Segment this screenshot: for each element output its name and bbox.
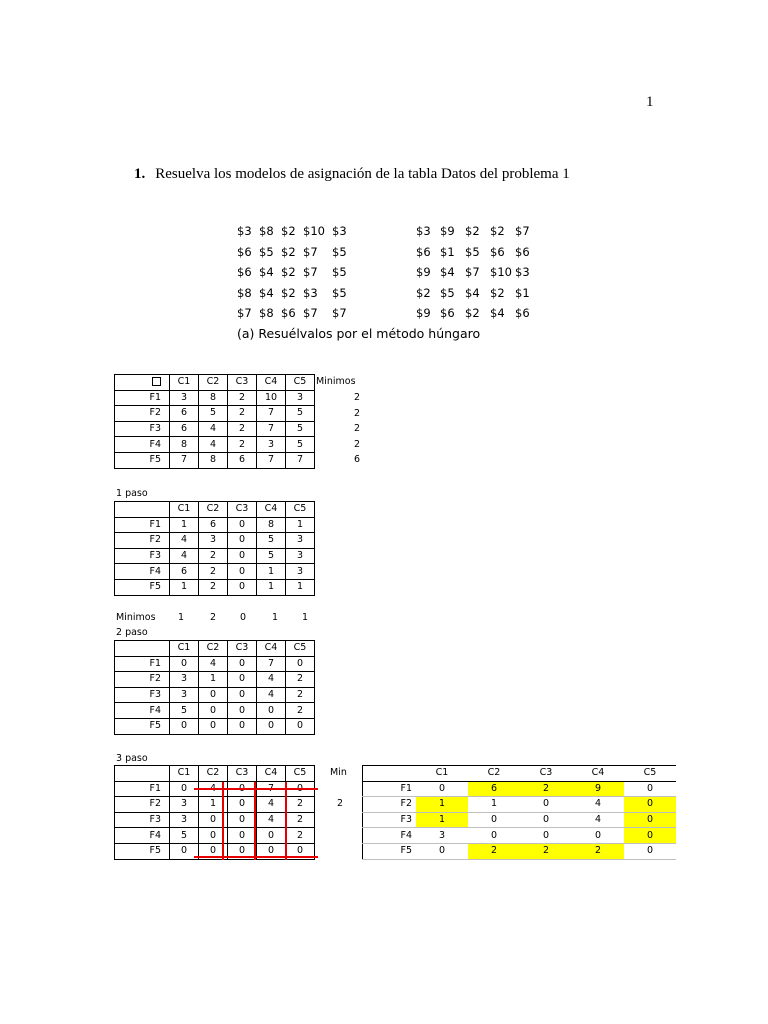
matrix-a-cell: $7	[303, 244, 318, 259]
matrix-a-cell: $2	[281, 265, 296, 279]
matrix-b-cell: $6	[490, 244, 505, 259]
matrix-b-cell: $6	[515, 306, 530, 320]
row-minimum: 2	[353, 407, 360, 419]
matrix-b-cell: $3	[515, 265, 530, 279]
paso1-header-cell: C4	[257, 502, 286, 518]
paso2-row	[115, 672, 315, 688]
paso1-cell: 1	[286, 517, 315, 533]
paso1-header-cell: C1	[170, 502, 199, 518]
paso3-cell: 4	[257, 812, 286, 828]
result-header-cell: C4	[572, 766, 624, 782]
paso2-cell: 2	[286, 687, 315, 703]
paso3-header-cell: C5	[286, 766, 315, 782]
result-row	[363, 797, 677, 813]
paso3-cell: 0	[257, 843, 286, 859]
paso3-row-label: F5	[115, 843, 170, 859]
original-cost-table	[114, 374, 315, 469]
header-corner	[115, 766, 170, 782]
paso2-cell: 0	[257, 718, 286, 734]
paso2-row	[115, 718, 315, 734]
matrix-a-row	[237, 221, 352, 242]
result-header-cell: C5	[624, 766, 676, 782]
paso1-cell: 5	[257, 548, 286, 564]
result-row	[363, 843, 677, 859]
paso3-header-cell: C2	[199, 766, 228, 782]
original-row-label: F5	[115, 452, 170, 468]
result-cell: 0	[520, 828, 572, 844]
header-corner	[115, 502, 170, 518]
paso1-header-cell: C3	[228, 502, 257, 518]
paso2-cell: 4	[199, 656, 228, 672]
paso2-header-cell: C5	[286, 641, 315, 657]
matrix-b-cell: $6	[515, 244, 530, 259]
paso1-row	[115, 564, 315, 580]
result-cell-highlighted: 1	[416, 812, 468, 828]
paso1-cell: 1	[170, 579, 199, 595]
original-cell: 7	[257, 406, 286, 422]
paso3-cell: 0	[199, 843, 228, 859]
result-cell: 4	[572, 812, 624, 828]
paso1-cell: 0	[228, 548, 257, 564]
original-cell: 10	[257, 390, 286, 406]
paso2-cell: 2	[286, 672, 315, 688]
paso3-header-cell: C3	[228, 766, 257, 782]
result-cell: 3	[416, 828, 468, 844]
original-cell: 5	[286, 437, 315, 453]
paso3-cell: 3	[170, 812, 199, 828]
original-cell: 7	[257, 452, 286, 468]
original-row	[115, 452, 315, 468]
result-table	[362, 765, 676, 860]
original-cell: 8	[199, 452, 228, 468]
result-row-label: F1	[363, 781, 417, 797]
original-header-cell: C2	[199, 375, 228, 391]
matrix-b-cell: $6	[416, 244, 431, 259]
paso2-row	[115, 703, 315, 719]
paso2-row-label: F4	[115, 703, 170, 719]
paso1-cell: 0	[228, 533, 257, 549]
paso1-cell: 0	[228, 517, 257, 533]
cover-line-row-f1	[194, 788, 318, 790]
problem-number: 1.	[134, 166, 146, 182]
column-minimum: 0	[240, 612, 247, 623]
cost-matrix-a	[237, 221, 352, 324]
paso3-header-cell: C4	[257, 766, 286, 782]
original-row-label: F1	[115, 390, 170, 406]
result-cell: 0	[572, 828, 624, 844]
result-header-cell: C3	[520, 766, 572, 782]
matrix-b-cell: $2	[465, 224, 480, 238]
column-minimum: 2	[210, 612, 217, 623]
matrix-b-cell: $1	[440, 244, 455, 259]
matrix-a-row	[237, 303, 352, 324]
paso2-cell: 0	[199, 687, 228, 703]
result-cell-highlighted: 0	[624, 828, 676, 844]
matrix-a-row	[237, 242, 352, 263]
column-minimum: 1	[178, 612, 185, 623]
paso1-cell: 3	[286, 533, 315, 549]
paso3-cell: 1	[199, 797, 228, 813]
result-row	[363, 812, 677, 828]
matrix-b-cell: $7	[465, 265, 480, 279]
result-cell: 0	[468, 812, 520, 828]
column-minimum: 1	[272, 612, 279, 623]
result-row	[363, 781, 677, 797]
paso1-min-label: Minimos	[116, 612, 156, 623]
problem-text: Resuelva los modelos de asignación de la tabla Datos del problema 1	[155, 166, 570, 182]
original-cell: 4	[199, 437, 228, 453]
original-header-cell: C4	[257, 375, 286, 391]
paso2-table	[114, 640, 315, 735]
result-cell: 0	[624, 843, 676, 859]
paso1-row-label: F1	[115, 517, 170, 533]
result-cell-highlighted: 6	[468, 781, 520, 797]
matrix-a-cell: $8	[259, 306, 274, 320]
matrix-b-cell: $5	[465, 244, 480, 259]
paso3-cell: 2	[286, 812, 315, 828]
matrix-b-cell: $3	[416, 224, 431, 238]
result-header-cell: C1	[416, 766, 468, 782]
matrix-b-cell: $4	[440, 265, 455, 279]
paso2-row-label: F5	[115, 718, 170, 734]
paso2-cell: 0	[286, 718, 315, 734]
paso1-cell: 2	[199, 548, 228, 564]
paso2-cell: 3	[170, 672, 199, 688]
matrix-a-cell: $3	[332, 224, 347, 238]
paso1-cell: 6	[170, 564, 199, 580]
column-minimum: 1	[302, 612, 309, 623]
paso2-cell: 0	[286, 656, 315, 672]
original-cell: 7	[170, 452, 199, 468]
paso1-row-label: F2	[115, 533, 170, 549]
result-header-cell: C2	[468, 766, 520, 782]
result-cell: 0	[468, 828, 520, 844]
matrix-a-cell: $2	[281, 224, 296, 238]
paso2-cell: 0	[228, 687, 257, 703]
paso3-cell: 5	[170, 828, 199, 844]
matrix-b-row	[416, 283, 535, 304]
paso2-cell: 4	[257, 687, 286, 703]
original-cell: 6	[170, 406, 199, 422]
original-row	[115, 406, 315, 422]
matrix-a-cell: $2	[281, 244, 296, 259]
paso3-row-label: F1	[115, 781, 170, 797]
result-cell-highlighted: 0	[624, 812, 676, 828]
result-cell: 0	[416, 843, 468, 859]
paso1-row	[115, 517, 315, 533]
paso1-row	[115, 548, 315, 564]
result-cell: 0	[520, 797, 572, 813]
page-number: 1	[646, 94, 654, 110]
matrix-a-cell: $6	[281, 306, 296, 320]
matrix-a-cell: $5	[332, 285, 347, 300]
matrix-b-cell: $9	[440, 224, 455, 238]
original-row	[115, 421, 315, 437]
matrix-b-cell: $10	[490, 265, 512, 279]
matrix-a-cell: $8	[237, 285, 252, 300]
paso1-cell: 3	[286, 548, 315, 564]
paso2-title: 2 paso	[116, 627, 148, 638]
original-cell: 5	[286, 421, 315, 437]
row-minimum: 2	[353, 438, 360, 450]
paso3-row-label: F4	[115, 828, 170, 844]
paso2-cell: 0	[228, 656, 257, 672]
problem-statement	[134, 166, 570, 183]
matrix-a-cell: $5	[259, 244, 274, 259]
paso1-row	[115, 533, 315, 549]
original-cell: 6	[228, 452, 257, 468]
matrix-a-row	[237, 262, 352, 283]
paso1-header-cell: C5	[286, 502, 315, 518]
result-row-label: F3	[363, 812, 417, 828]
paso2-cell: 4	[257, 672, 286, 688]
matrix-b-row	[416, 262, 535, 283]
row-minimum: 6	[353, 454, 360, 466]
paso3-cell: 0	[199, 828, 228, 844]
original-cell: 2	[228, 390, 257, 406]
row-minimum: 2	[353, 392, 360, 403]
result-cell-highlighted: 1	[416, 797, 468, 813]
paso1-cell: 3	[199, 533, 228, 549]
cover-line-col-c3	[254, 782, 256, 860]
matrix-b-cell: $5	[440, 285, 455, 300]
matrix-b-row	[416, 242, 535, 263]
result-row	[363, 828, 677, 844]
paso1-cell: 0	[228, 564, 257, 580]
paso1-title: 1 paso	[116, 488, 148, 499]
paso1-cell: 2	[199, 579, 228, 595]
result-cell-highlighted: 9	[572, 781, 624, 797]
paso1-row	[115, 579, 315, 595]
paso1-row-label: F5	[115, 579, 170, 595]
paso3-cell: 0	[199, 812, 228, 828]
paso2-header-cell: C2	[199, 641, 228, 657]
paso2-header-cell: C1	[170, 641, 199, 657]
matrix-b-cell: $2	[490, 224, 505, 238]
paso3-cell: 3	[170, 797, 199, 813]
result-cell-highlighted: 2	[572, 843, 624, 859]
paso2-cell: 0	[199, 703, 228, 719]
paso2-cell: 0	[170, 656, 199, 672]
matrix-a-cell: $3	[237, 224, 252, 238]
matrix-b-row	[416, 221, 535, 242]
matrix-b-cell: $4	[490, 306, 505, 320]
result-cell: 1	[468, 797, 520, 813]
paso2-cell: 0	[170, 718, 199, 734]
paso2-cell: 3	[170, 687, 199, 703]
matrix-a-row	[237, 283, 352, 304]
cover-line-col-c4	[285, 782, 287, 860]
paso2-cell: 0	[199, 718, 228, 734]
paso1-cell: 4	[170, 533, 199, 549]
matrix-a-cell: $5	[332, 244, 347, 259]
original-cell: 3	[286, 390, 315, 406]
paso1-cell: 1	[286, 579, 315, 595]
paso3-cell: 0	[228, 797, 257, 813]
matrix-a-cell: $7	[332, 306, 347, 320]
result-cell: 4	[572, 797, 624, 813]
paso2-cell: 0	[257, 703, 286, 719]
original-row	[115, 390, 315, 406]
matrix-a-cell: $5	[332, 265, 347, 279]
min-column-label: Minimos	[316, 376, 356, 387]
matrix-a-cell: $3	[303, 285, 318, 300]
paso2-cell: 2	[286, 703, 315, 719]
paso2-row-label: F2	[115, 672, 170, 688]
paso2-cell: 1	[199, 672, 228, 688]
paso3-cell: 0	[228, 828, 257, 844]
header-corner	[115, 641, 170, 657]
paso2-cell: 5	[170, 703, 199, 719]
original-row-label: F4	[115, 437, 170, 453]
paso2-row-label: F3	[115, 687, 170, 703]
paso3-cell: 0	[170, 781, 199, 797]
paso2-row	[115, 687, 315, 703]
paso1-table	[114, 501, 315, 596]
matrix-a-cell: $6	[237, 265, 252, 279]
matrix-b-cell: $2	[465, 306, 480, 320]
paso1-cell: 4	[170, 548, 199, 564]
paso3-cell: 2	[286, 828, 315, 844]
paso2-header-cell: C4	[257, 641, 286, 657]
original-cell: 7	[286, 452, 315, 468]
paso1-cell: 0	[228, 579, 257, 595]
original-cell: 6	[170, 421, 199, 437]
row-minimum: 2	[353, 423, 360, 435]
paso3-row-label: F3	[115, 812, 170, 828]
matrix-b-cell: $9	[416, 306, 431, 320]
paso2-row	[115, 656, 315, 672]
matrix-b-cell: $2	[490, 285, 505, 300]
cost-matrix-b	[416, 221, 535, 324]
paso3-min-value: 2	[337, 798, 344, 809]
paso3-cell: 0	[170, 843, 199, 859]
original-cell: 3	[170, 390, 199, 406]
paso1-header-cell: C2	[199, 502, 228, 518]
paso3-title: 3 paso	[116, 753, 148, 764]
paso1-row-label: F3	[115, 548, 170, 564]
result-cell: 0	[624, 781, 676, 797]
original-cell: 8	[170, 437, 199, 453]
result-row-label: F2	[363, 797, 417, 813]
original-cell: 8	[199, 390, 228, 406]
paso1-cell: 5	[257, 533, 286, 549]
matrix-a-cell: $7	[303, 306, 318, 320]
result-cell-highlighted: 2	[520, 843, 572, 859]
result-header-corner	[363, 766, 417, 782]
original-cell: 2	[228, 421, 257, 437]
matrix-b-cell: $1	[515, 285, 530, 300]
cover-line-row-f5	[194, 856, 318, 858]
original-header-cell: C1	[170, 375, 199, 391]
matrix-a-cell: $4	[259, 265, 274, 279]
matrix-b-cell: $4	[465, 285, 480, 300]
matrix-b-row	[416, 303, 535, 324]
result-row-label: F5	[363, 843, 417, 859]
paso3-cell: 0	[257, 828, 286, 844]
paso3-cell: 2	[286, 797, 315, 813]
original-cell: 2	[228, 437, 257, 453]
result-cell: 0	[520, 812, 572, 828]
matrix-b-cell: $9	[416, 265, 431, 279]
original-cell: 4	[199, 421, 228, 437]
original-cell: 2	[228, 406, 257, 422]
method-caption: (a) Resuélvalos por el método húngaro	[237, 326, 481, 341]
original-header-cell: C3	[228, 375, 257, 391]
paso2-row-label: F1	[115, 656, 170, 672]
result-row-label: F4	[363, 828, 417, 844]
paso2-cell: 0	[228, 672, 257, 688]
original-cell: 5	[286, 406, 315, 422]
paso1-cell: 1	[170, 517, 199, 533]
cover-line-col-c2	[222, 782, 224, 860]
paso1-cell: 6	[199, 517, 228, 533]
matrix-b-cell: $7	[515, 224, 530, 238]
result-cell-highlighted: 0	[624, 797, 676, 813]
paso1-cell: 3	[286, 564, 315, 580]
checkbox-icon	[152, 377, 161, 386]
matrix-a-cell: $4	[259, 285, 274, 300]
paso1-cell: 1	[257, 564, 286, 580]
paso1-cell: 1	[257, 579, 286, 595]
paso2-cell: 7	[257, 656, 286, 672]
original-row-label: F2	[115, 406, 170, 422]
paso3-row-label: F2	[115, 797, 170, 813]
original-cell: 5	[199, 406, 228, 422]
paso3-cell: 0	[228, 812, 257, 828]
matrix-a-cell: $6	[237, 244, 252, 259]
matrix-a-cell: $10	[303, 224, 325, 238]
result-cell: 0	[416, 781, 468, 797]
original-cell: 3	[257, 437, 286, 453]
result-cell-highlighted: 2	[468, 843, 520, 859]
matrix-b-cell: $2	[416, 285, 431, 300]
matrix-a-cell: $7	[303, 265, 318, 279]
paso3-cell: 0	[286, 843, 315, 859]
original-header-cell: C5	[286, 375, 315, 391]
original-cell: 7	[257, 421, 286, 437]
result-cell-highlighted: 2	[520, 781, 572, 797]
matrix-a-cell: $2	[281, 285, 296, 300]
paso3-cell: 4	[257, 797, 286, 813]
matrix-b-cell: $6	[440, 306, 455, 320]
paso3-min-label: Min	[330, 767, 347, 778]
paso1-cell: 8	[257, 517, 286, 533]
matrix-a-cell: $7	[237, 306, 252, 320]
paso2-cell: 0	[228, 718, 257, 734]
paso3-cell: 0	[228, 843, 257, 859]
paso1-cell: 2	[199, 564, 228, 580]
paso2-header-cell: C3	[228, 641, 257, 657]
paso1-row-label: F4	[115, 564, 170, 580]
paso3-header-cell: C1	[170, 766, 199, 782]
original-row	[115, 437, 315, 453]
original-row-label: F3	[115, 421, 170, 437]
matrix-a-cell: $8	[259, 224, 274, 238]
paso2-cell: 0	[228, 703, 257, 719]
header-corner	[115, 375, 170, 391]
